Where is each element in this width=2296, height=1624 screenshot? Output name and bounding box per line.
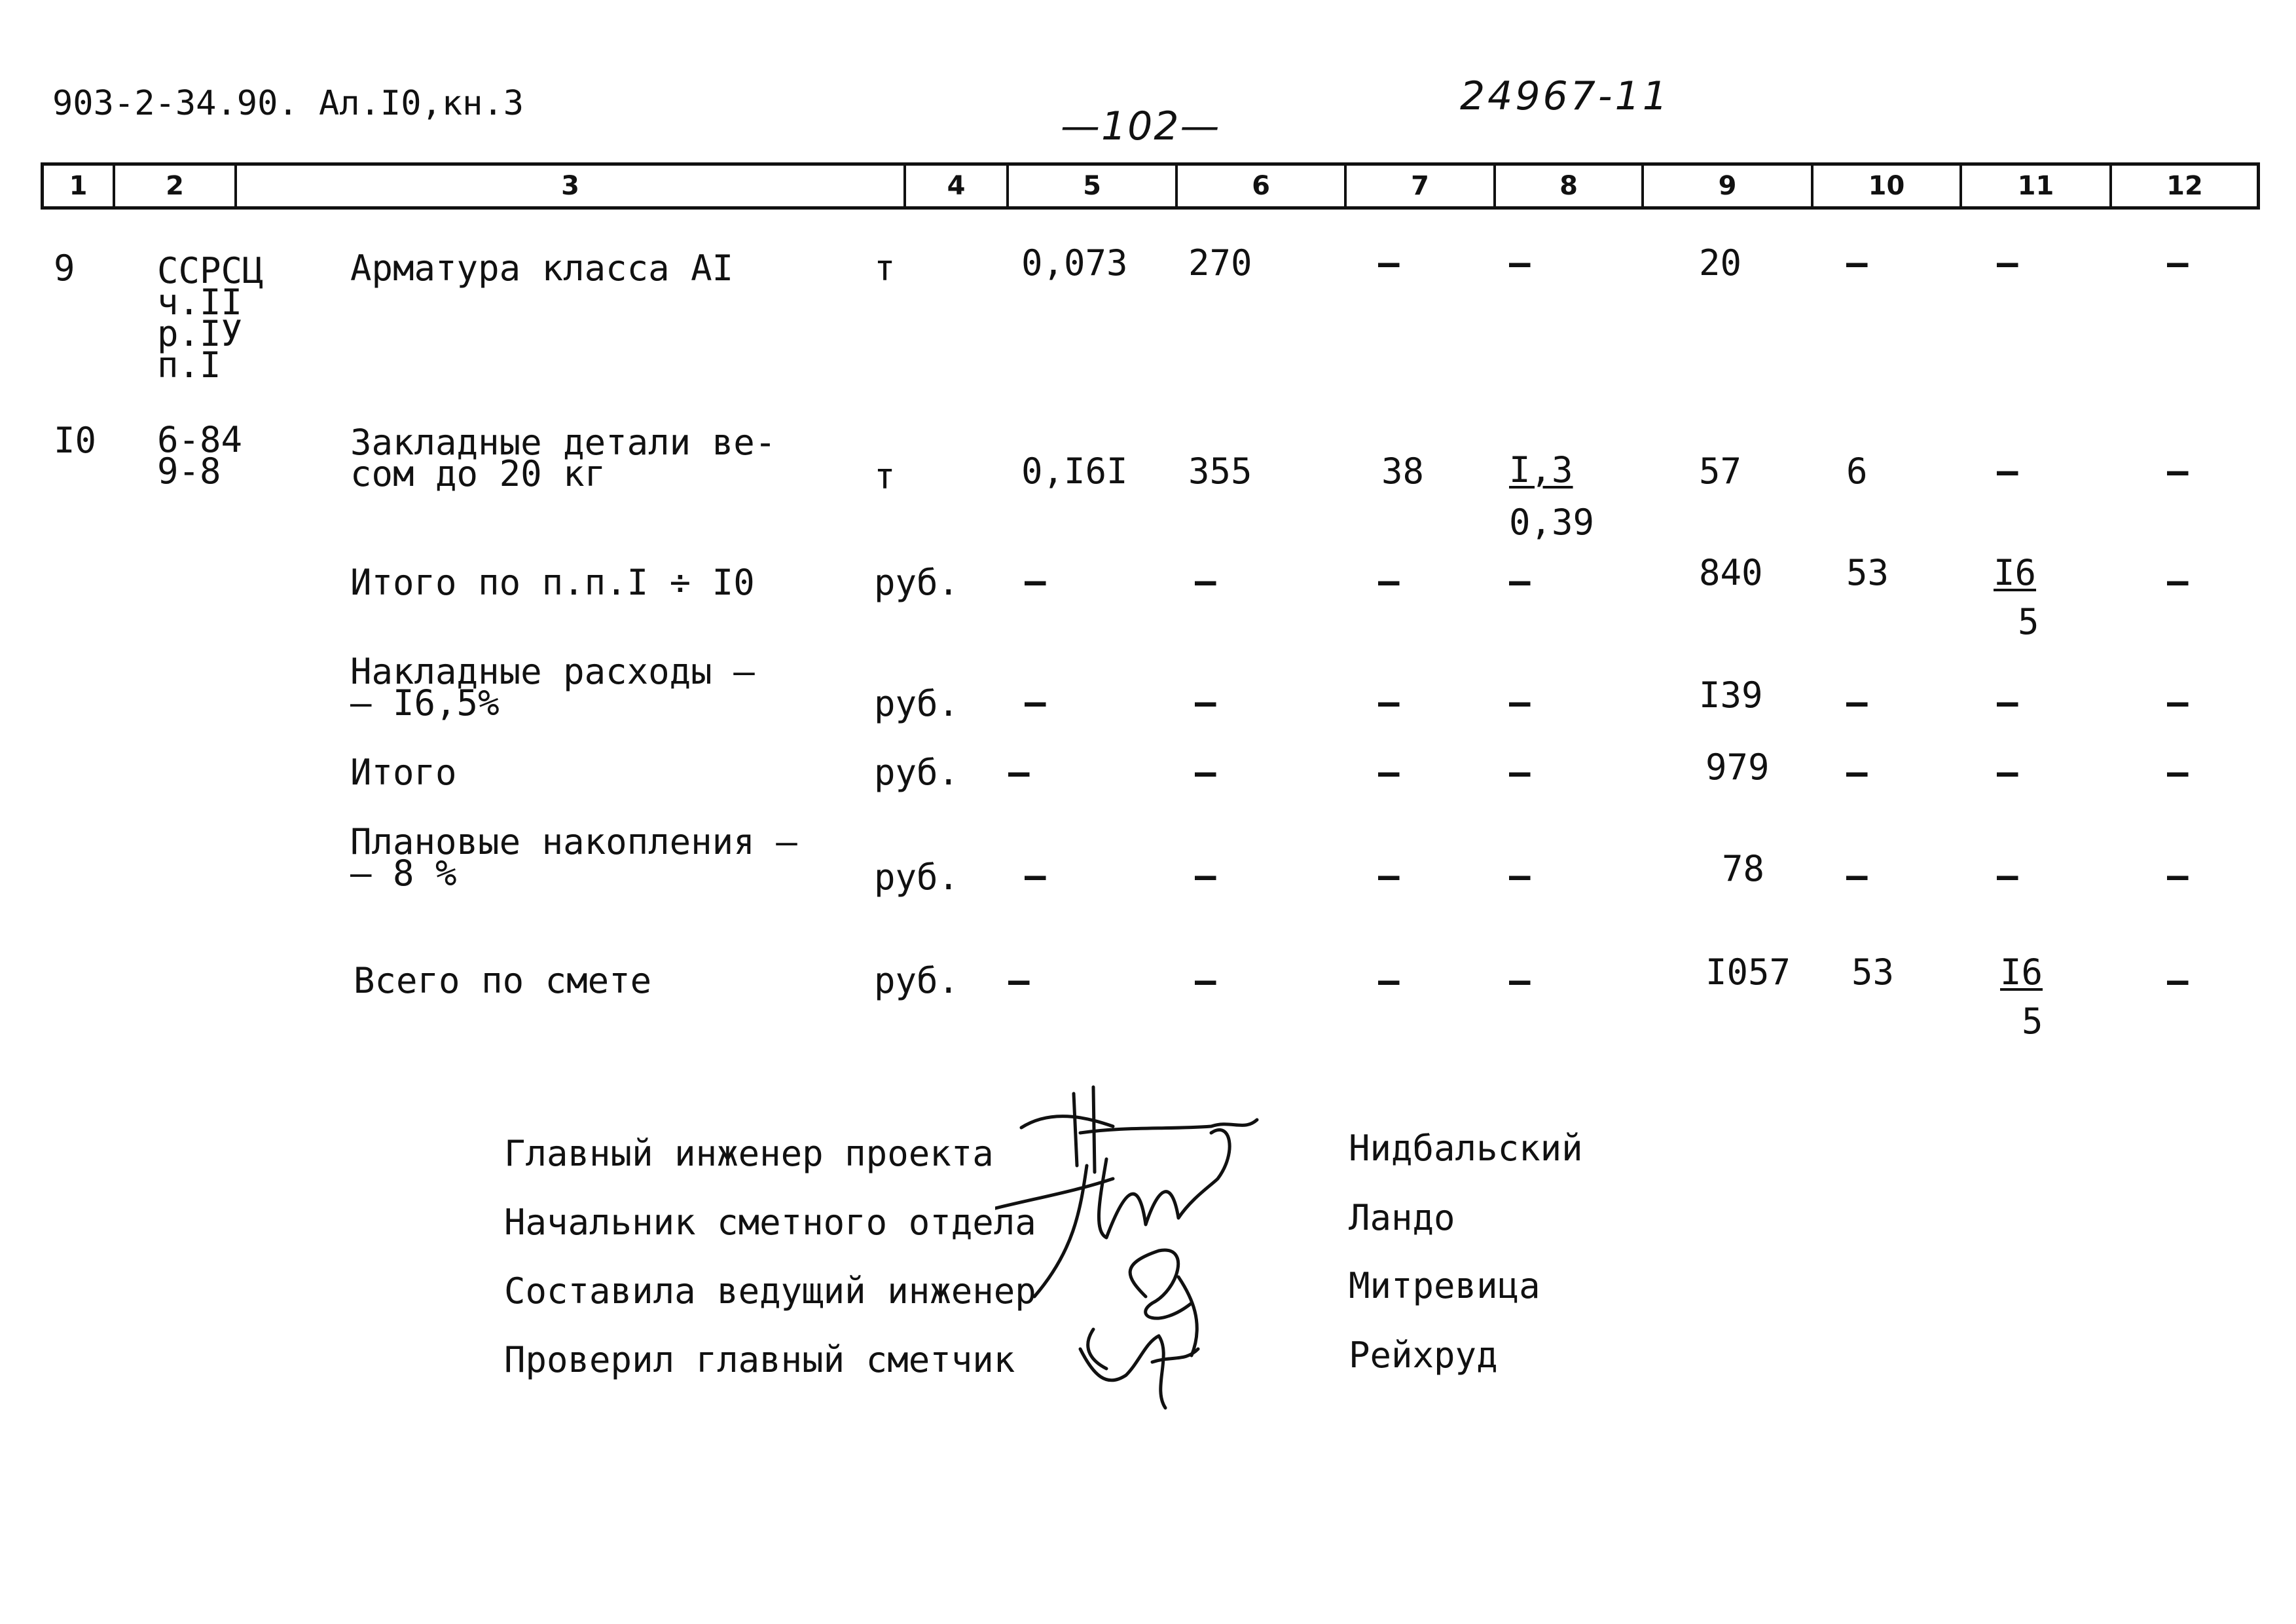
signatory-name: Митревица xyxy=(1349,1265,1540,1306)
empty-value: – xyxy=(1195,682,1216,723)
total-cost: I39 xyxy=(1699,674,1763,716)
empty-value: – xyxy=(2167,451,2189,492)
empty-value: – xyxy=(1025,855,1046,896)
column-number: 7 xyxy=(1411,171,1429,201)
column-number: 6 xyxy=(1252,171,1270,201)
unit-cost: 355 xyxy=(1188,451,1252,492)
quantity: 0,I6I xyxy=(1021,451,1128,492)
empty-value: – xyxy=(1997,855,2018,896)
unit: руб. xyxy=(874,960,960,1001)
unit: т xyxy=(874,456,896,497)
grand-total-label: Всего по смете xyxy=(354,960,652,1001)
unit: руб. xyxy=(874,562,960,603)
empty-value: – xyxy=(1378,752,1400,793)
row-number: I0 xyxy=(54,420,97,461)
column-number: 10 xyxy=(1868,171,1905,201)
empty-value: – xyxy=(1509,855,1531,896)
empty-value: – xyxy=(1997,682,2018,723)
fraction-denominator: 5 xyxy=(2022,1001,2043,1042)
total-cost: 840 xyxy=(1699,552,1763,593)
signatory-role: Начальник сметного отдела xyxy=(504,1202,1036,1243)
column-number: 5 xyxy=(1083,171,1101,201)
column-number: 1 xyxy=(69,171,88,201)
signatory-name: Рейхруд xyxy=(1349,1335,1498,1376)
empty-value: – xyxy=(1195,561,1216,602)
empty-value: – xyxy=(1509,960,1531,1001)
overhead-label: Накладные расходы – – I6,5% xyxy=(350,651,755,724)
empty-value: – xyxy=(1846,242,1868,284)
empty-value: – xyxy=(2167,855,2189,896)
page-number: —102— xyxy=(1061,103,1221,149)
empty-value: – xyxy=(1025,561,1046,602)
empty-value: – xyxy=(1509,242,1531,284)
handwritten-signatures xyxy=(995,1080,1362,1421)
column-number: 9 xyxy=(1718,171,1737,201)
row-number: 9 xyxy=(54,248,75,289)
empty-value: – xyxy=(1025,682,1046,723)
value-col10: 6 xyxy=(1846,451,1868,492)
column-number: 12 xyxy=(2166,171,2203,201)
empty-value: – xyxy=(1008,960,1030,1001)
empty-value: – xyxy=(1846,752,1868,793)
total-cost: 979 xyxy=(1705,747,1770,788)
value-col10: 53 xyxy=(1846,552,1889,593)
item-description: Закладные детали ве- сом до 20 кг xyxy=(350,422,776,494)
empty-value: – xyxy=(1378,855,1400,896)
document-code: 903-2-34.90. Ал.I0,кн.3 xyxy=(52,84,524,123)
total-cost: 78 xyxy=(1722,848,1765,889)
unit: руб. xyxy=(874,683,960,724)
empty-value: – xyxy=(1509,752,1531,793)
quantity: 0,073 xyxy=(1021,242,1128,284)
signatory-role: Составила ведущий инженер xyxy=(504,1270,1036,1312)
empty-value: – xyxy=(2167,561,2189,602)
empty-value: – xyxy=(1846,682,1868,723)
empty-value: – xyxy=(1195,855,1216,896)
value-col10: 53 xyxy=(1851,951,1895,993)
column-number: 11 xyxy=(2017,171,2054,201)
column-number: 2 xyxy=(166,171,184,201)
unit-cost: 270 xyxy=(1188,242,1252,284)
empty-value: – xyxy=(1997,242,2018,284)
empty-value: – xyxy=(2167,960,2189,1001)
empty-value: – xyxy=(1378,242,1400,284)
empty-value: – xyxy=(1997,451,2018,492)
fraction-denominator: 5 xyxy=(2018,601,2039,642)
empty-value: – xyxy=(1378,561,1400,602)
fraction-denominator: 0,39 xyxy=(1509,502,1595,543)
norm-reference: ССРСЦ ч.II р.IУ п.I xyxy=(157,250,264,386)
unit: руб. xyxy=(874,752,960,793)
norm-reference: 6-84 9-8 xyxy=(157,419,243,492)
empty-value: – xyxy=(2167,682,2189,723)
empty-value: – xyxy=(1378,960,1400,1001)
total-label: Итого xyxy=(350,752,457,793)
empty-value: – xyxy=(1509,561,1531,602)
total-cost: I057 xyxy=(1705,951,1791,993)
unit: руб. xyxy=(874,857,960,898)
total-cost: 57 xyxy=(1699,451,1742,492)
column-number: 8 xyxy=(1559,171,1578,201)
signatory-name: Нидбальский xyxy=(1349,1128,1583,1169)
column-number: 3 xyxy=(561,171,579,201)
empty-value: – xyxy=(1509,682,1531,723)
item-description: Арматура класса AI xyxy=(350,248,734,289)
empty-value: – xyxy=(1997,752,2018,793)
empty-value: – xyxy=(1195,752,1216,793)
empty-value: – xyxy=(1846,855,1868,896)
empty-value: – xyxy=(1195,960,1216,1001)
signatory-role: Проверил главный сметчик xyxy=(504,1339,1015,1380)
value-col7: 38 xyxy=(1381,451,1425,492)
planned-savings-label: Плановые накопления – – 8 % xyxy=(350,821,797,894)
total-cost: 20 xyxy=(1699,242,1742,284)
column-number-header xyxy=(41,162,2260,210)
signatory-name: Ландо xyxy=(1349,1197,1455,1238)
empty-value: – xyxy=(1378,682,1400,723)
empty-value: – xyxy=(1008,752,1030,793)
fraction-numerator: I6 xyxy=(2000,951,2043,993)
empty-value: – xyxy=(2167,752,2189,793)
signatory-role: Главный инженер проекта xyxy=(504,1133,994,1174)
fraction-numerator: I6 xyxy=(1994,552,2037,593)
column-number: 4 xyxy=(947,171,966,201)
fraction-numerator: I,3 xyxy=(1509,449,1573,490)
document-number: 24967-11 xyxy=(1460,73,1670,119)
unit: т xyxy=(874,248,896,289)
empty-value: – xyxy=(2167,242,2189,284)
subtotal-label: Итого по п.п.I ÷ I0 xyxy=(350,562,755,603)
